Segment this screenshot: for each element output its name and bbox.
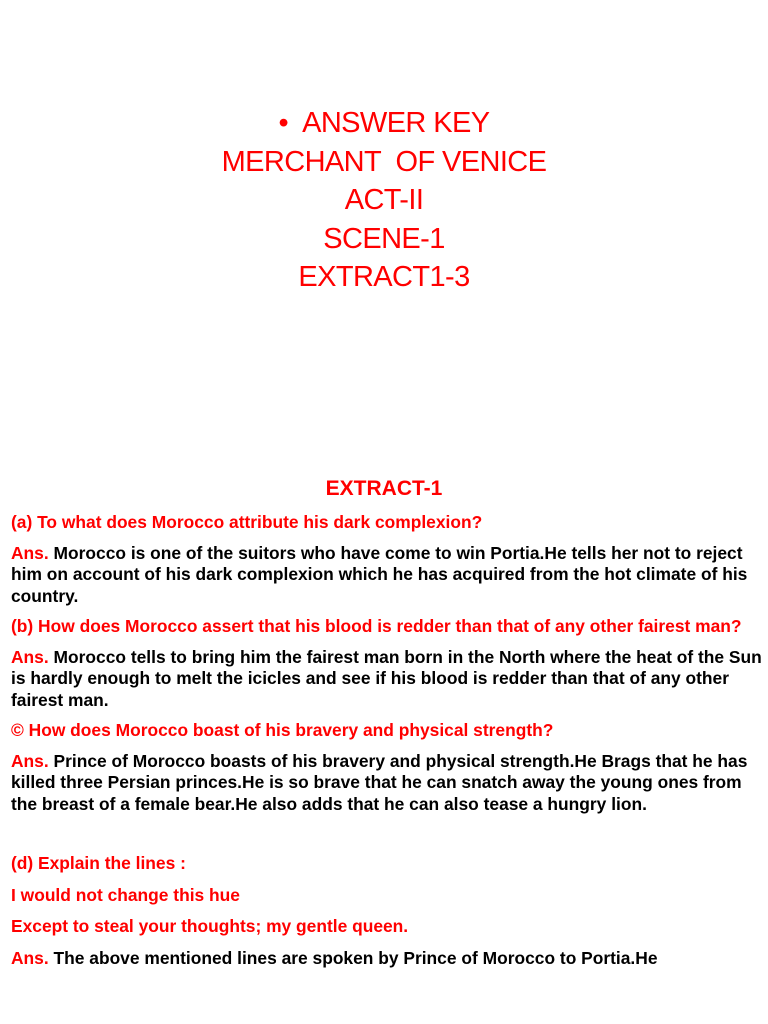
- ans-label: Ans.: [11, 750, 49, 771]
- quote-line-1: I would not change this hue: [11, 884, 240, 905]
- answer-content: [11, 512, 763, 969]
- answer-c-text: Prince of Morocco boasts of his bravery and physical strength.He Brags that he has killed three Persian princes.He is so brave that he can snatch away the young ones from the breast of a female bear.He also adds that he can also tease a hungry lion.: [11, 750, 748, 814]
- ans-label: Ans.: [11, 947, 49, 968]
- question-b: (b) How does Morocco assert that his blood is redder than that of any other fairest man?: [11, 616, 742, 636]
- title-line-5: EXTRACT1-3: [298, 261, 470, 293]
- answer-d: [11, 948, 763, 970]
- question-d: (d) Explain the lines :: [11, 853, 186, 873]
- title-line-3: ACT-II: [344, 184, 424, 216]
- ans-label: Ans.: [11, 542, 49, 563]
- answer-d-text: The above mentioned lines are spoken by Prince of Morocco to Portia.He: [48, 947, 658, 968]
- answer-b: [11, 647, 763, 712]
- title-block: [0, 104, 768, 297]
- answer-b-text: Morocco tells to bring him the fairest man born in the North where the heat of the Sun is hardly enough to melt the icicles and see if his blood is redder than that of any other fairest man.: [11, 646, 762, 710]
- question-c: © How does Morocco boast of his bravery and physical strength?: [11, 720, 554, 740]
- extract-heading: EXTRACT-1: [325, 477, 443, 500]
- title-line-1: [0, 104, 768, 143]
- title-line-4: SCENE-1: [323, 222, 445, 255]
- quote-line-2: Except to steal your thoughts; my gentle queen.: [11, 916, 409, 936]
- ans-label: Ans.: [11, 646, 49, 667]
- answer-c: [11, 751, 763, 816]
- title-line-2: MERCHANT OF VENICE: [221, 145, 547, 178]
- question-a: (a) To what does Morocco attribute his dark complexion?: [11, 512, 483, 532]
- title-answer-key: ANSWER KEY: [302, 107, 490, 139]
- bullet-icon: •: [278, 107, 289, 139]
- answer-a-text: Morocco is one of the suitors who have come to win Portia.He tells her not to reject him on account of his dark complexion which he has acquired from the hot climate of his country.: [11, 542, 748, 606]
- answer-a: [11, 543, 763, 608]
